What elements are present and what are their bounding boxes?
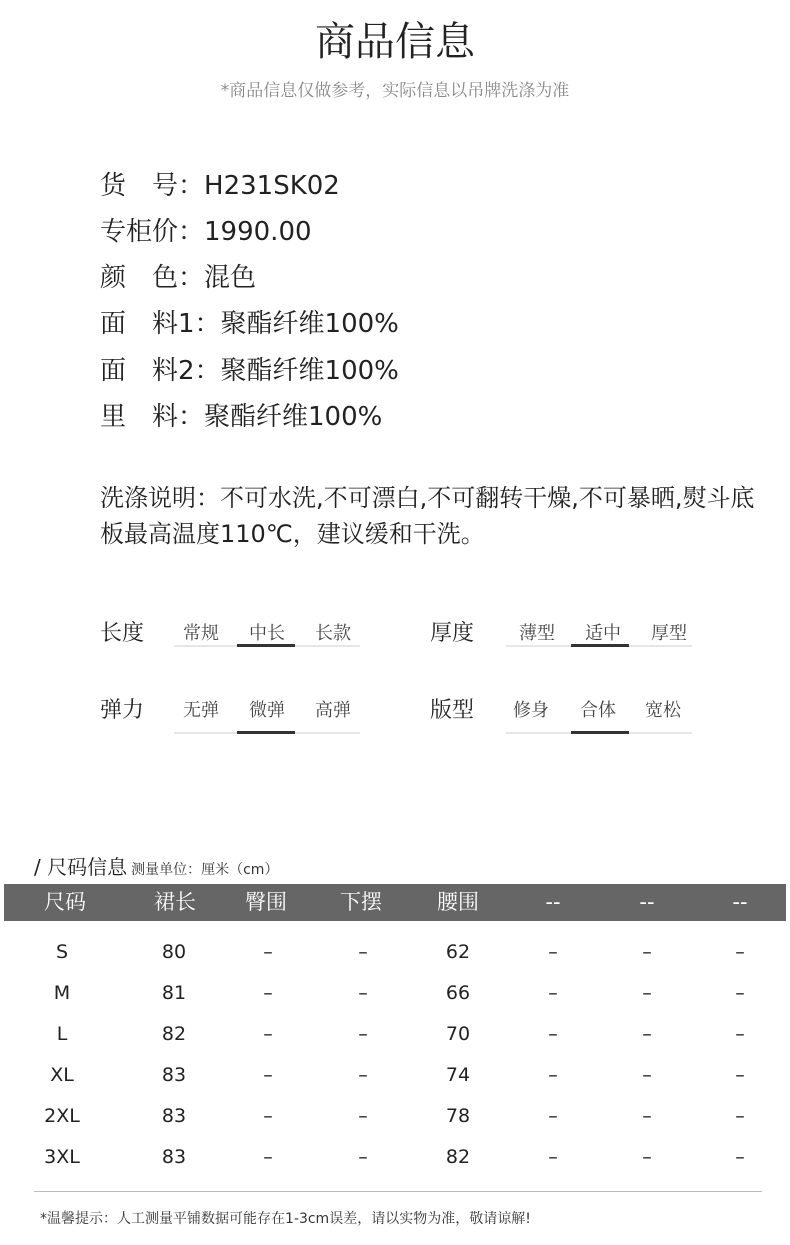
info-row-sku [100, 165, 340, 202]
size-table-header-cell: 腰围 [437, 890, 479, 914]
size-table-cell: – [358, 1023, 368, 1045]
size-table-cell: 82 [161, 1023, 187, 1045]
wash-text: 不可水洗,不可漂白,不可翻转干燥,不可暴晒,熨斗底板最高温度110℃，建议缓和干洗。 [100, 484, 755, 548]
size-table-cell: – [548, 1105, 558, 1127]
size-table-cell: 83 [161, 1105, 187, 1127]
size-table-size-cell: 2XL [44, 1105, 80, 1127]
size-table-cell: – [548, 1064, 558, 1086]
size-table-cell: – [642, 982, 652, 1004]
size-table-cell: – [642, 1064, 652, 1086]
attr-length-label: 长度 [100, 621, 145, 646]
info-value: 聚酯纤维100% [220, 309, 399, 339]
wash-instructions [100, 480, 760, 552]
info-label: 专柜价： [100, 217, 205, 247]
size-table-cell: – [263, 1105, 273, 1127]
footer-tip: *温馨提示：人工测量平铺数据可能存在1-3cm误差，请以实物为准，敬请谅解! [40, 1211, 531, 1227]
attr-length-option: 中长 [249, 623, 285, 644]
size-table-cell: – [735, 1105, 745, 1127]
attr-thickness-option: 适中 [585, 623, 621, 644]
size-table-cell: – [263, 1064, 273, 1086]
size-table-header-cell: 尺码 [44, 890, 86, 914]
info-value: 聚酯纤维100% [220, 356, 399, 386]
attr-thickness-option: 厚型 [651, 623, 687, 644]
size-table-cell: – [548, 982, 558, 1004]
size-table-size-cell: L [56, 1023, 68, 1045]
attr-thickness-option: 薄型 [519, 623, 555, 644]
size-table-header-cell: -- [639, 890, 655, 914]
info-value: H231SK02 [204, 171, 340, 201]
size-table-cell: – [642, 1023, 652, 1045]
info-row-fabric2 [100, 350, 399, 387]
size-table-size-cell: M [53, 982, 71, 1004]
attr-elasticity-option: 微弹 [249, 700, 285, 721]
attr-fit-option: 合体 [580, 700, 616, 721]
attr-elasticity-selected-marker [237, 731, 295, 734]
size-table-header-cell: 下摆 [340, 890, 382, 914]
size-table-cell: – [358, 1146, 368, 1168]
size-table-cell: – [735, 1064, 745, 1086]
attr-elasticity-option: 高弹 [315, 700, 351, 721]
size-table-cell: – [548, 1146, 558, 1168]
size-table-size-cell: XL [50, 1064, 74, 1086]
size-table-cell: 83 [161, 1146, 187, 1168]
size-table-cell: – [358, 941, 368, 963]
size-table-cell: – [735, 982, 745, 1004]
info-row-fabric1 [100, 303, 399, 340]
size-table-header-cell: 裙长 [154, 890, 196, 914]
page-title: 商品信息 [315, 19, 475, 65]
size-table-cell: – [263, 1146, 273, 1168]
attr-fit-option: 宽松 [645, 700, 681, 721]
size-table-size-cell: S [55, 941, 69, 963]
size-table-cell: – [263, 982, 273, 1004]
size-table-cell: 66 [445, 982, 471, 1004]
attr-thickness-label: 厚度 [430, 621, 475, 646]
size-table-header-cell: -- [545, 890, 561, 914]
info-label: 面 料1： [100, 309, 221, 339]
size-table-size-cell: 3XL [44, 1146, 80, 1168]
attr-fit-selected-marker [571, 731, 629, 734]
info-row-price [100, 211, 312, 248]
size-table-cell: – [548, 1023, 558, 1045]
size-table-cell: 80 [161, 941, 187, 963]
size-table-cell: 62 [445, 941, 471, 963]
size-table-cell: 78 [445, 1105, 471, 1127]
size-table-cell: – [263, 941, 273, 963]
wash-label: 洗涤说明： [100, 484, 220, 512]
attr-length-option: 常规 [183, 623, 219, 644]
attr-length-selected-marker [237, 644, 295, 647]
size-table-cell: 82 [445, 1146, 471, 1168]
size-table-cell: 70 [445, 1023, 471, 1045]
size-info-title: / 尺码信息 [34, 855, 128, 879]
attr-fit-label: 版型 [430, 698, 475, 723]
size-table-cell: – [358, 1105, 368, 1127]
size-table-cell: 81 [161, 982, 187, 1004]
attr-elasticity-option: 无弹 [183, 700, 219, 721]
size-table-cell: – [358, 1064, 368, 1086]
divider [34, 1191, 762, 1192]
info-label: 面 料2： [100, 356, 221, 386]
size-table-cell: – [548, 941, 558, 963]
info-label: 里 料： [100, 402, 205, 432]
info-value: 1990.00 [204, 217, 312, 247]
size-table-cell: – [263, 1023, 273, 1045]
attr-elasticity-label: 弹力 [100, 698, 145, 723]
size-table-cell: – [642, 941, 652, 963]
size-table-cell: – [735, 1146, 745, 1168]
info-row-color [100, 257, 256, 294]
page-subtitle: *商品信息仅做参考，实际信息以吊牌洗涤为准 [220, 81, 570, 101]
size-table-cell: – [358, 982, 368, 1004]
size-table-cell: – [642, 1146, 652, 1168]
size-table-header-cell: -- [732, 890, 748, 914]
size-table-header-cell: 臀围 [245, 890, 287, 914]
attr-length-option: 长款 [315, 623, 351, 644]
info-label: 货 号： [100, 171, 205, 201]
size-table-cell: 74 [445, 1064, 471, 1086]
size-info-heading [34, 851, 278, 880]
info-value: 混色 [204, 263, 257, 293]
size-table-cell: – [735, 941, 745, 963]
size-table-cell: – [735, 1023, 745, 1045]
info-label: 颜 色： [100, 263, 205, 293]
attr-fit-option: 修身 [513, 700, 549, 721]
size-info-unit: 测量单位：厘米（cm） [131, 862, 279, 878]
info-row-lining [100, 396, 382, 433]
info-value: 聚酯纤维100% [204, 402, 383, 432]
size-table-cell: – [642, 1105, 652, 1127]
attr-thickness-selected-marker [571, 644, 629, 647]
size-table-cell: 83 [161, 1064, 187, 1086]
